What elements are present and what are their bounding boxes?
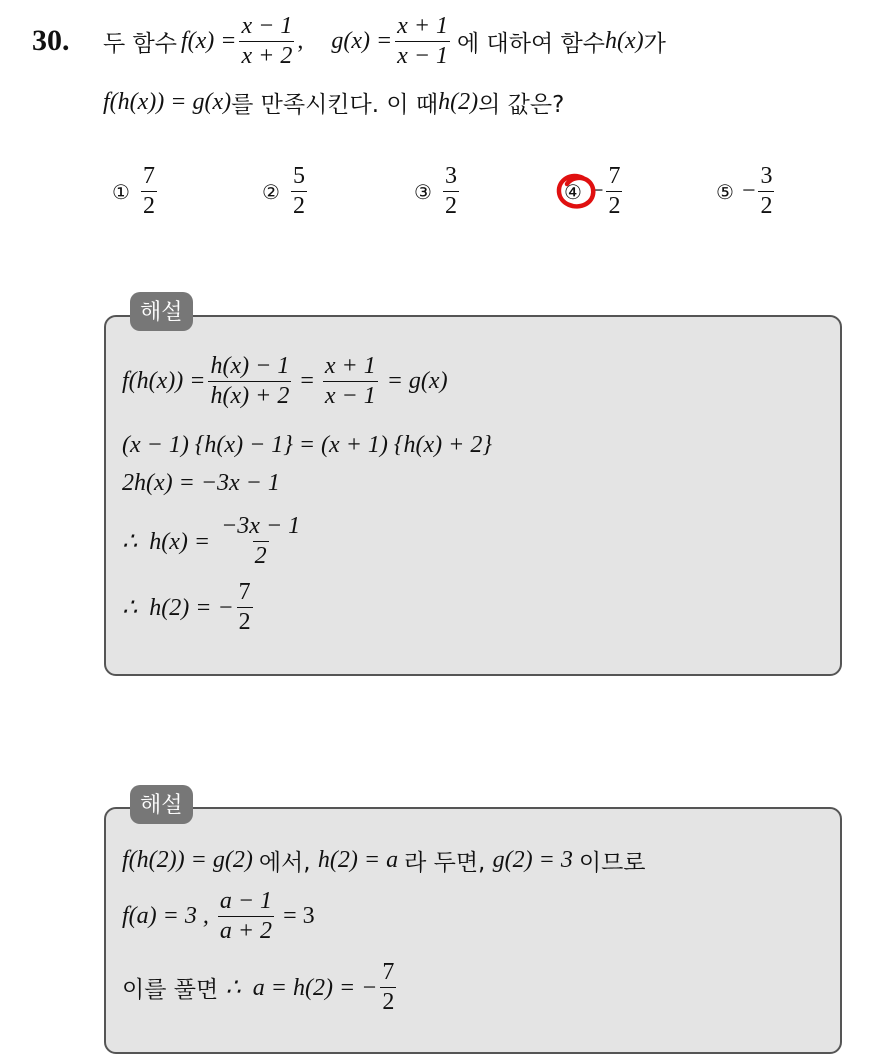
s2-l2-b: = 3: [277, 903, 315, 930]
condition-math: f(h(x)) = g(x): [103, 89, 232, 115]
comma: ,: [297, 28, 304, 55]
answer-circle-mark: [553, 170, 601, 214]
h2-symbol: h(2): [438, 89, 479, 115]
s1-l5-num: 7: [238, 579, 251, 605]
solution1-line-4: [122, 514, 305, 569]
choice-1[interactable]: [112, 164, 160, 219]
s2-l1-f: 이므로: [578, 850, 646, 876]
s2-l2-num: a − 1: [219, 888, 273, 914]
condition-text: 를 만족시킨다. 이 때: [231, 92, 439, 118]
solution2-line-2: [122, 889, 315, 944]
s2-l1-c: h(2) = a: [317, 847, 405, 873]
f-definition-lhs: f(x) =: [180, 28, 237, 55]
choice-fraction: [443, 164, 459, 219]
s1-l1-fraction-1: [208, 354, 291, 409]
s2-l2-fraction: [218, 889, 274, 944]
s2-l3-b: ∴ a = h(2) = −: [225, 975, 378, 1002]
choice-3[interactable]: [414, 164, 462, 219]
s1-l4-den: 2: [254, 543, 267, 570]
choice-numerator: 3: [760, 163, 773, 189]
question-intro: 두 함수: [103, 31, 177, 58]
choice-sign: −: [741, 178, 756, 205]
choice-fraction: [141, 164, 157, 219]
choice-marker: ④: [564, 179, 582, 204]
s1-l1-den-1: h(x) + 2: [210, 383, 290, 410]
question-intro-b: 에 대하여 함수: [457, 31, 605, 58]
question-intro-c: 가: [643, 31, 666, 58]
question-number: 30.: [32, 24, 70, 57]
choice-numerator: 5: [292, 163, 305, 189]
choice-fraction: [758, 164, 774, 219]
g-definition-lhs: g(x) =: [331, 28, 393, 55]
choice-5[interactable]: [716, 164, 777, 219]
s1-l1-num-2: x + 1: [324, 353, 376, 379]
s2-l3-a: 이를 풀면: [122, 977, 226, 1004]
g-fraction: [395, 14, 450, 69]
s1-l4-lhs: ∴ h(x) =: [122, 529, 217, 556]
s2-l1-a: f(h(2)) = g(2): [122, 847, 259, 873]
solution-tag-1: 해설: [130, 292, 193, 331]
s2-l3-num: 7: [382, 959, 395, 985]
s1-l1-fraction-2: [323, 354, 378, 409]
choice-denominator: 2: [608, 193, 621, 220]
s2-l1-e: g(2) = 3: [492, 847, 579, 873]
solution1-line-1: [122, 354, 448, 409]
solution1-line-3: 2h(x) = −3x − 1: [122, 470, 280, 496]
choice-denominator: 2: [292, 193, 305, 220]
s1-l1-rhs: = g(x): [380, 368, 448, 395]
choice-marker: ②: [262, 179, 280, 204]
s1-l1-num-1: h(x) − 1: [210, 353, 290, 379]
g-denominator: x − 1: [397, 43, 449, 70]
choice-numerator: 3: [444, 163, 457, 189]
s1-l5-lhs: ∴ h(2) = −: [122, 595, 234, 622]
solution1-line-5: [122, 580, 256, 635]
s1-l1-lhs: f(h(x)) =: [122, 368, 206, 395]
solution2-line-3: [122, 960, 399, 1015]
choice-numerator: 7: [608, 163, 621, 189]
s2-l3-den: 2: [382, 989, 395, 1016]
s2-l1-b: 에서,: [258, 850, 318, 876]
choice-marker: ⑤: [716, 179, 734, 204]
choice-denominator: 2: [760, 193, 773, 220]
s2-l1-d: 라 두면,: [404, 850, 493, 876]
solution-tag-2: 해설: [130, 785, 193, 824]
s1-l4-num: −3x − 1: [221, 513, 301, 539]
solution2-line-1: [122, 844, 646, 877]
g-numerator: x + 1: [397, 13, 449, 39]
choice-denominator: 2: [142, 193, 155, 220]
choice-sign: −: [589, 178, 604, 205]
choice-fraction: [291, 164, 307, 219]
choice-numerator: 7: [142, 163, 155, 189]
choice-marker: ①: [112, 179, 130, 204]
s1-l1-den-2: x − 1: [324, 383, 376, 410]
choice-marker: ③: [414, 179, 432, 204]
s1-l5-den: 2: [238, 609, 251, 636]
question-line-1: [103, 14, 666, 69]
condition-tail: 의 값은?: [478, 92, 565, 118]
s1-l5-fraction: [237, 580, 253, 635]
solution1-line-2: (x − 1) {h(x) − 1} = (x + 1) {h(x) + 2}: [122, 432, 492, 458]
f-fraction: [239, 14, 294, 69]
s2-l3-fraction: [380, 960, 396, 1015]
h-symbol: h(x): [604, 28, 644, 55]
s1-l4-fraction: [219, 514, 302, 569]
question-line-2: [103, 86, 564, 119]
s1-l1-eq: =: [294, 368, 320, 395]
s2-l2-den: a + 2: [219, 918, 273, 945]
f-numerator: x − 1: [241, 13, 293, 39]
choice-denominator: 2: [444, 193, 457, 220]
choice-2[interactable]: [262, 164, 310, 219]
choice-fraction: [606, 164, 622, 219]
f-denominator: x + 2: [241, 43, 293, 70]
s2-l2-a: f(a) = 3 ,: [122, 903, 215, 930]
